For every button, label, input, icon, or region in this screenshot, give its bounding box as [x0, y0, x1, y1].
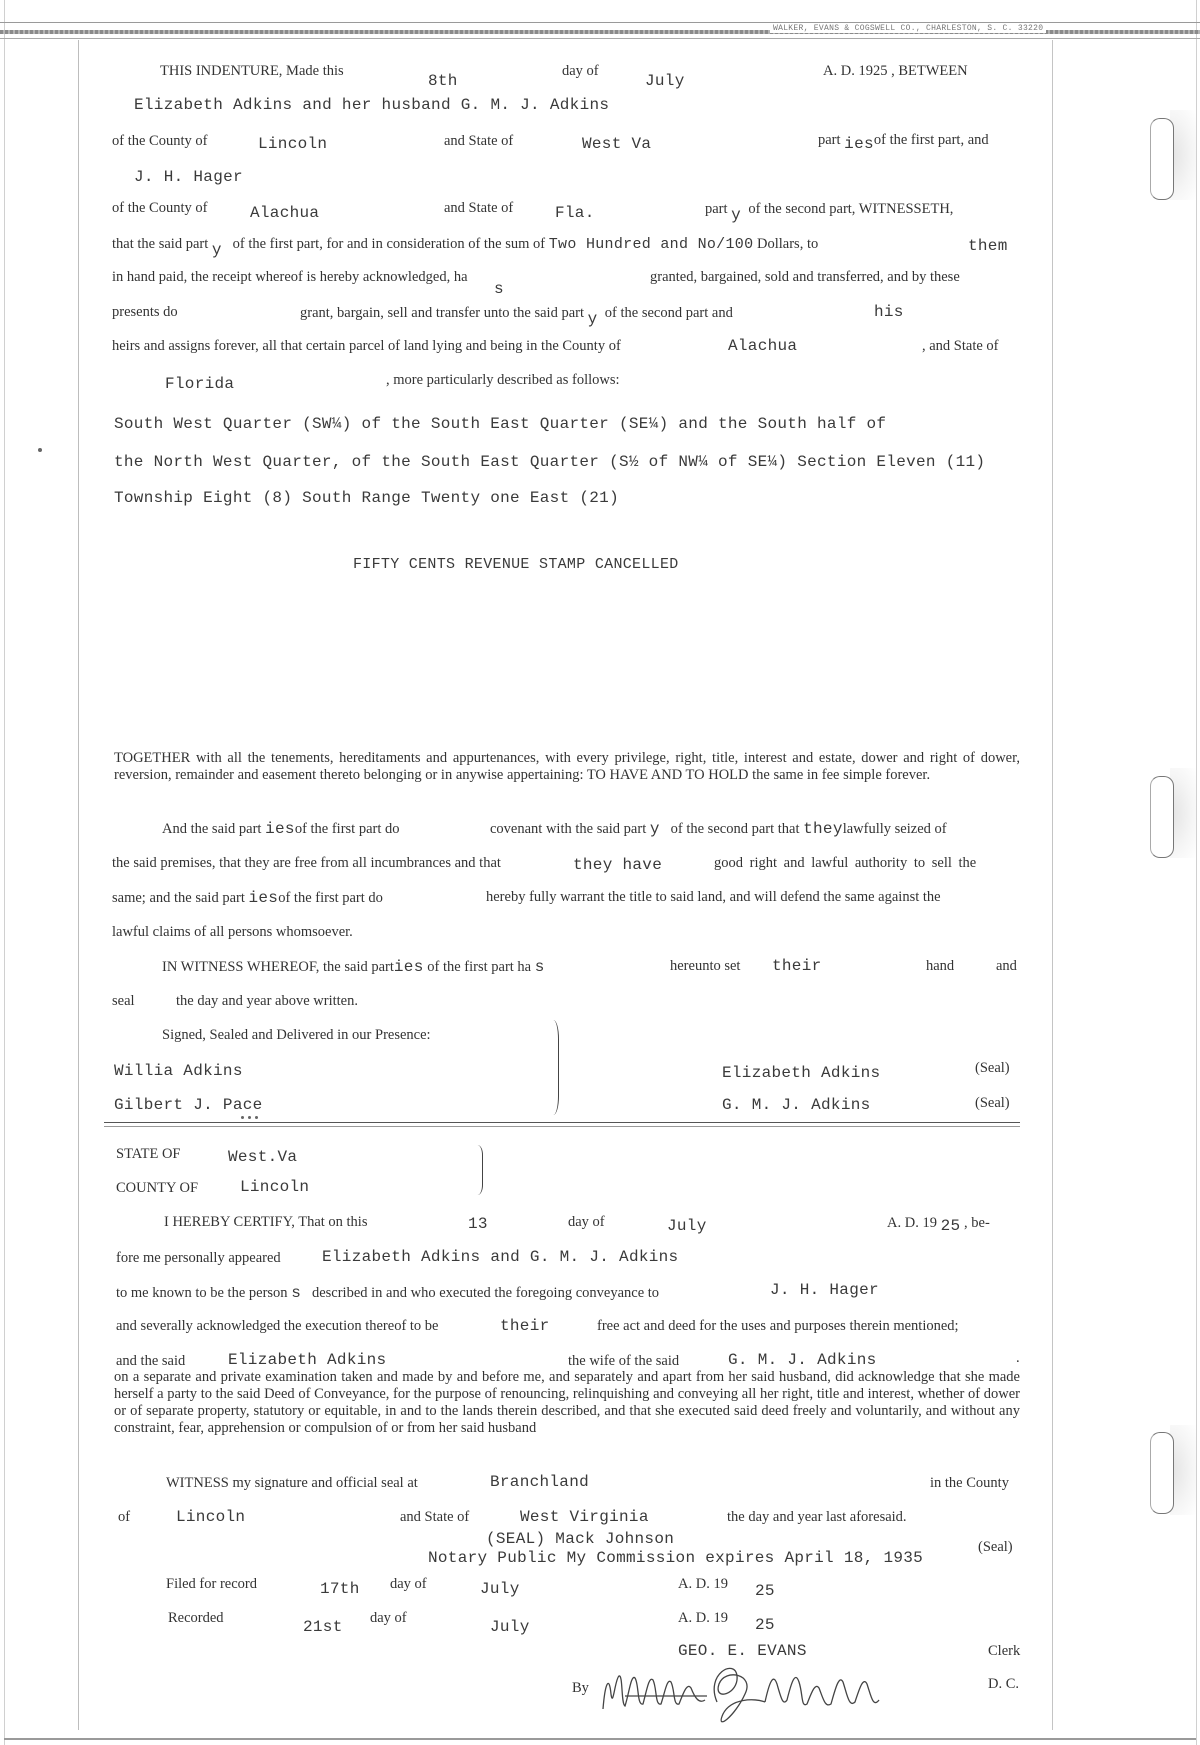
notary-state: West Virginia	[520, 1508, 649, 1526]
text: of the second part that	[670, 821, 800, 837]
ad-prefix: A. D. 19	[678, 1576, 728, 1592]
text: covenant with the said part	[490, 821, 647, 837]
grantor-part-suffix: ies	[844, 135, 874, 153]
receipt-line-a: in hand paid, the receipt whereof is hereby acknowledged, ha	[112, 269, 468, 285]
page-bottom-rule	[4, 1738, 1196, 1740]
and-state-of: , and State of	[922, 338, 999, 354]
ack-pronoun: their	[500, 1317, 550, 1335]
typewriter-dot	[241, 1116, 244, 1119]
paid-to: them	[968, 237, 1008, 255]
binder-ring-tab-bottom	[1150, 1432, 1174, 1514]
day-of-label: day of	[390, 1576, 427, 1592]
grantors: Elizabeth Adkins and her husband G. M. J. Adkins	[134, 96, 610, 114]
ad-prefix: A. D. 19	[678, 1610, 728, 1626]
recorded-year: 25	[755, 1616, 775, 1634]
seal-mark: (Seal)	[975, 1095, 1010, 1111]
part-suffix: y	[211, 241, 222, 259]
indenture-month: July	[645, 72, 685, 90]
examination-paragraph: on a separate and private examination taken and made by and before me, and separately and apart from her said husband, did acknowledge that she made herself a party to the said Deed of Conveyance, for the purpose of renouncing, relinquishing and conveying all her right, title and interest, whether of dower or of separate property, statutory or equitable, in and to the lands therein described, and that she executed said deed freely and voluntarily, and without any constraint, fear, apprehension or compulsion of or from her said husband	[114, 1369, 1020, 1436]
section-divider	[104, 1122, 1020, 1123]
and-label: and	[996, 958, 1017, 974]
notary-name: (SEAL) Mack Johnson	[486, 1530, 675, 1548]
text: And the said part	[162, 821, 262, 837]
part-suffix: ies	[248, 889, 279, 907]
text: , be-	[964, 1215, 990, 1231]
grantee-name: J. H. Hager	[134, 168, 243, 186]
signatory-name: G. M. J. Adkins	[722, 1096, 871, 1114]
covenant-line-4: lawful claims of all persons whomsoever.	[112, 924, 353, 940]
part-suffix: ies	[393, 958, 424, 976]
by-label: By	[572, 1680, 589, 1696]
presents-line	[300, 304, 733, 328]
notary-county: Lincoln	[176, 1508, 246, 1526]
receipt-suffix: s	[494, 280, 504, 298]
heirs-pronoun: his	[874, 303, 904, 321]
right-margin-rule	[1052, 40, 1053, 1730]
part-label: part	[818, 132, 841, 148]
appeared-names: Elizabeth Adkins and G. M. J. Adkins	[322, 1248, 679, 1266]
typewriter-dot	[255, 1116, 258, 1119]
husband-name: G. M. J. Adkins	[728, 1351, 877, 1369]
county-of-label: of the County of	[112, 133, 208, 149]
first-part-and: of the first part, and	[873, 132, 989, 148]
binder-ring-tab-top	[1150, 118, 1174, 200]
presents-do: presents do	[112, 304, 178, 320]
and-state-of: and State of	[400, 1509, 470, 1525]
county-of-label: of the County of	[112, 200, 208, 216]
they: they	[803, 820, 843, 838]
typewriter-dot	[248, 1116, 251, 1119]
notary-place: Branchland	[490, 1473, 590, 1491]
text: to me known to be the person	[116, 1285, 288, 1301]
indenture-year: 25	[872, 63, 888, 79]
text: described in and who executed the foregoing conveyance to	[311, 1285, 660, 1301]
consideration-amount: Two Hundred and No/100	[548, 236, 754, 253]
text: of the first part ha	[427, 959, 532, 975]
legal-description-line: the North West Quarter, of the South East Quarter (S½ of NW¼ of SE¼) Section Eleven (11)	[114, 453, 986, 471]
grantee-county: Alachua	[250, 204, 320, 222]
fore-me-label: fore me personally appeared	[116, 1250, 281, 1266]
state-of-label: and State of	[444, 200, 514, 216]
binder-ring-tab-middle	[1150, 776, 1174, 858]
ack-grantee: J. H. Hager	[770, 1281, 879, 1299]
punch-mark	[38, 448, 42, 452]
suffix: s	[291, 1284, 302, 1302]
receipt-line-b: granted, bargained, sold and transferred, and by these	[650, 269, 960, 285]
recorded-label: Recorded	[168, 1610, 224, 1626]
page-edge-left	[4, 0, 5, 1745]
printer-imprint: WALKER, EVANS & COGSWELL CO., CHARLESTON, S. C. 33220	[770, 24, 1046, 33]
text: of the first part, for and in consideration of the sum of	[232, 236, 546, 252]
of-label: of	[118, 1509, 131, 1525]
known-line	[116, 1284, 659, 1302]
witness-signature-label: WITNESS my signature and official seal at	[166, 1475, 418, 1491]
text: of the first part do	[294, 821, 400, 837]
part-suffix: ies	[265, 820, 295, 838]
ack-year-line	[887, 1214, 990, 1235]
grantee-part-suffix: y	[731, 206, 742, 224]
day-of-label: day of	[370, 1610, 407, 1626]
in-the-county: in the County	[930, 1475, 1009, 1491]
last-aforesaid: the day and year last aforesaid.	[727, 1509, 907, 1525]
grantee-state: Fla.	[555, 204, 595, 222]
they-have: they have	[573, 856, 663, 874]
page-edge-right	[1196, 0, 1197, 1745]
grantor-state: West Va	[582, 135, 652, 153]
ad-prefix: A. D. 19	[823, 63, 873, 79]
second-part-witnesseth: of the second part, WITNESSETH,	[748, 201, 954, 217]
consideration-line	[112, 235, 819, 259]
text: of the second part and	[604, 305, 733, 321]
certify-label: I HEREBY CERTIFY, That on this	[164, 1214, 368, 1230]
header-rule	[0, 22, 1200, 23]
covenant-line-1b	[490, 820, 947, 838]
wife-of-label: the wife of the said	[568, 1353, 680, 1369]
section-divider	[104, 1126, 1020, 1127]
ack-county: Lincoln	[240, 1178, 310, 1196]
seal-label: seal	[112, 993, 135, 1009]
county-of-label: COUNTY OF	[116, 1180, 199, 1196]
ad-prefix: A. D. 19	[887, 1215, 937, 1231]
filed-year: 25	[755, 1582, 775, 1600]
covenant-line-2b: good right and lawful authority to sell the	[714, 855, 977, 871]
legal-description-line: Township Eight (8) South Range Twenty one East (21)	[114, 489, 619, 507]
suffix: s	[534, 958, 545, 976]
witness-pronoun: their	[772, 957, 822, 975]
day-year-above: the day and year above written.	[176, 993, 358, 1009]
clerk-label: Clerk	[988, 1643, 1021, 1659]
period: .	[1016, 1350, 1020, 1366]
signed-sealed-delivered: Signed, Sealed and Delivered in our Presence:	[162, 1027, 431, 1043]
indenture-intro: THIS INDENTURE, Made this	[160, 63, 344, 79]
hand-label: hand	[926, 958, 955, 974]
ack-month: July	[667, 1217, 707, 1235]
part-first-line	[818, 131, 989, 153]
between-label: , BETWEEN	[891, 63, 968, 79]
notary-commission: Notary Public My Commission expires April 18, 1935	[428, 1549, 924, 1567]
part-label: part	[705, 201, 728, 217]
text: IN WITNESS WHEREOF, the said part	[162, 959, 394, 975]
hereunto-set: hereunto set	[670, 958, 741, 974]
together-clause: TOGETHER with all the tenements, hereditaments and appurtenances, with every privilege, right, title, interest and estate, dower and right of dower, reversion, remainder and easement thereto belonging or in anywise appertaining: TO HAVE AND TO HOLD the same in fee simple forever.	[114, 750, 1020, 783]
witness-line	[162, 958, 545, 976]
text: Dollars, to	[757, 236, 819, 252]
legal-description-line: South West Quarter (SW¼) of the South East Quarter (SE¼) and the South half of	[114, 415, 887, 433]
covenant-line-1	[162, 820, 400, 838]
text: lawfully seized of	[842, 821, 947, 837]
text: of the first part do	[278, 890, 383, 906]
day-of-label: day of	[562, 63, 599, 79]
state-of-label: STATE OF	[116, 1146, 181, 1162]
text: same; and the said part	[112, 890, 245, 906]
notary-seal-mark: (Seal)	[978, 1539, 1013, 1555]
dc-label: D. C.	[988, 1676, 1020, 1692]
seal-mark: (Seal)	[975, 1060, 1010, 1076]
wife-name: Elizabeth Adkins	[228, 1351, 387, 1369]
header-rule	[0, 38, 1200, 39]
heirs-line: heirs and assigns forever, all that certain parcel of land lying and being in the County of	[112, 338, 621, 354]
land-county: Alachua	[728, 337, 798, 355]
revenue-stamp-note: FIFTY CENTS REVENUE STAMP CANCELLED	[353, 556, 679, 573]
indenture-year-line	[823, 63, 968, 80]
state-of-label: and State of	[444, 133, 514, 149]
part-second-line	[705, 200, 954, 224]
ack-year: 25	[940, 1217, 961, 1235]
witness-name: Willia Adkins	[114, 1062, 243, 1080]
text: that the said part	[112, 236, 209, 252]
described-as: , more particularly described as follows:	[386, 372, 620, 388]
ack-day: 13	[468, 1215, 488, 1233]
recorded-day: 21st	[303, 1618, 343, 1636]
severally-b: free act and deed for the uses and purposes therein mentioned;	[597, 1318, 959, 1334]
covenant-line-3	[112, 889, 383, 907]
venue-brace	[472, 1145, 483, 1195]
part-suffix: y	[649, 820, 660, 838]
day-of-label: day of	[568, 1214, 605, 1230]
covenant-line-3b: hereby fully warrant the title to said land, and will defend the same against the	[486, 889, 941, 905]
filed-month: July	[480, 1580, 520, 1598]
severally-a: and severally acknowledged the execution thereof to be	[116, 1318, 439, 1334]
witness-brace	[548, 1020, 559, 1115]
indenture-day: 8th	[428, 72, 458, 90]
recorded-month: July	[490, 1618, 530, 1636]
signatory-name: Elizabeth Adkins	[722, 1064, 881, 1082]
filed-label: Filed for record	[166, 1576, 257, 1592]
and-the-said: and the said	[116, 1353, 186, 1369]
land-state: Florida	[165, 375, 235, 393]
deputy-clerk-signature	[595, 1654, 915, 1734]
covenant-line-2a: the said premises, that they are free from all incumbrances and that	[112, 855, 501, 871]
ack-state: West.Va	[228, 1148, 298, 1166]
grantor-county: Lincoln	[258, 135, 328, 153]
witness-name: Gilbert J. Pace	[114, 1096, 263, 1114]
clerk-name: GEO. E. EVANS	[678, 1642, 807, 1660]
left-margin-rule	[78, 40, 79, 1730]
text: grant, bargain, sell and transfer unto the said part	[300, 305, 585, 321]
part-suffix: y	[587, 310, 598, 328]
filed-day: 17th	[320, 1580, 360, 1598]
